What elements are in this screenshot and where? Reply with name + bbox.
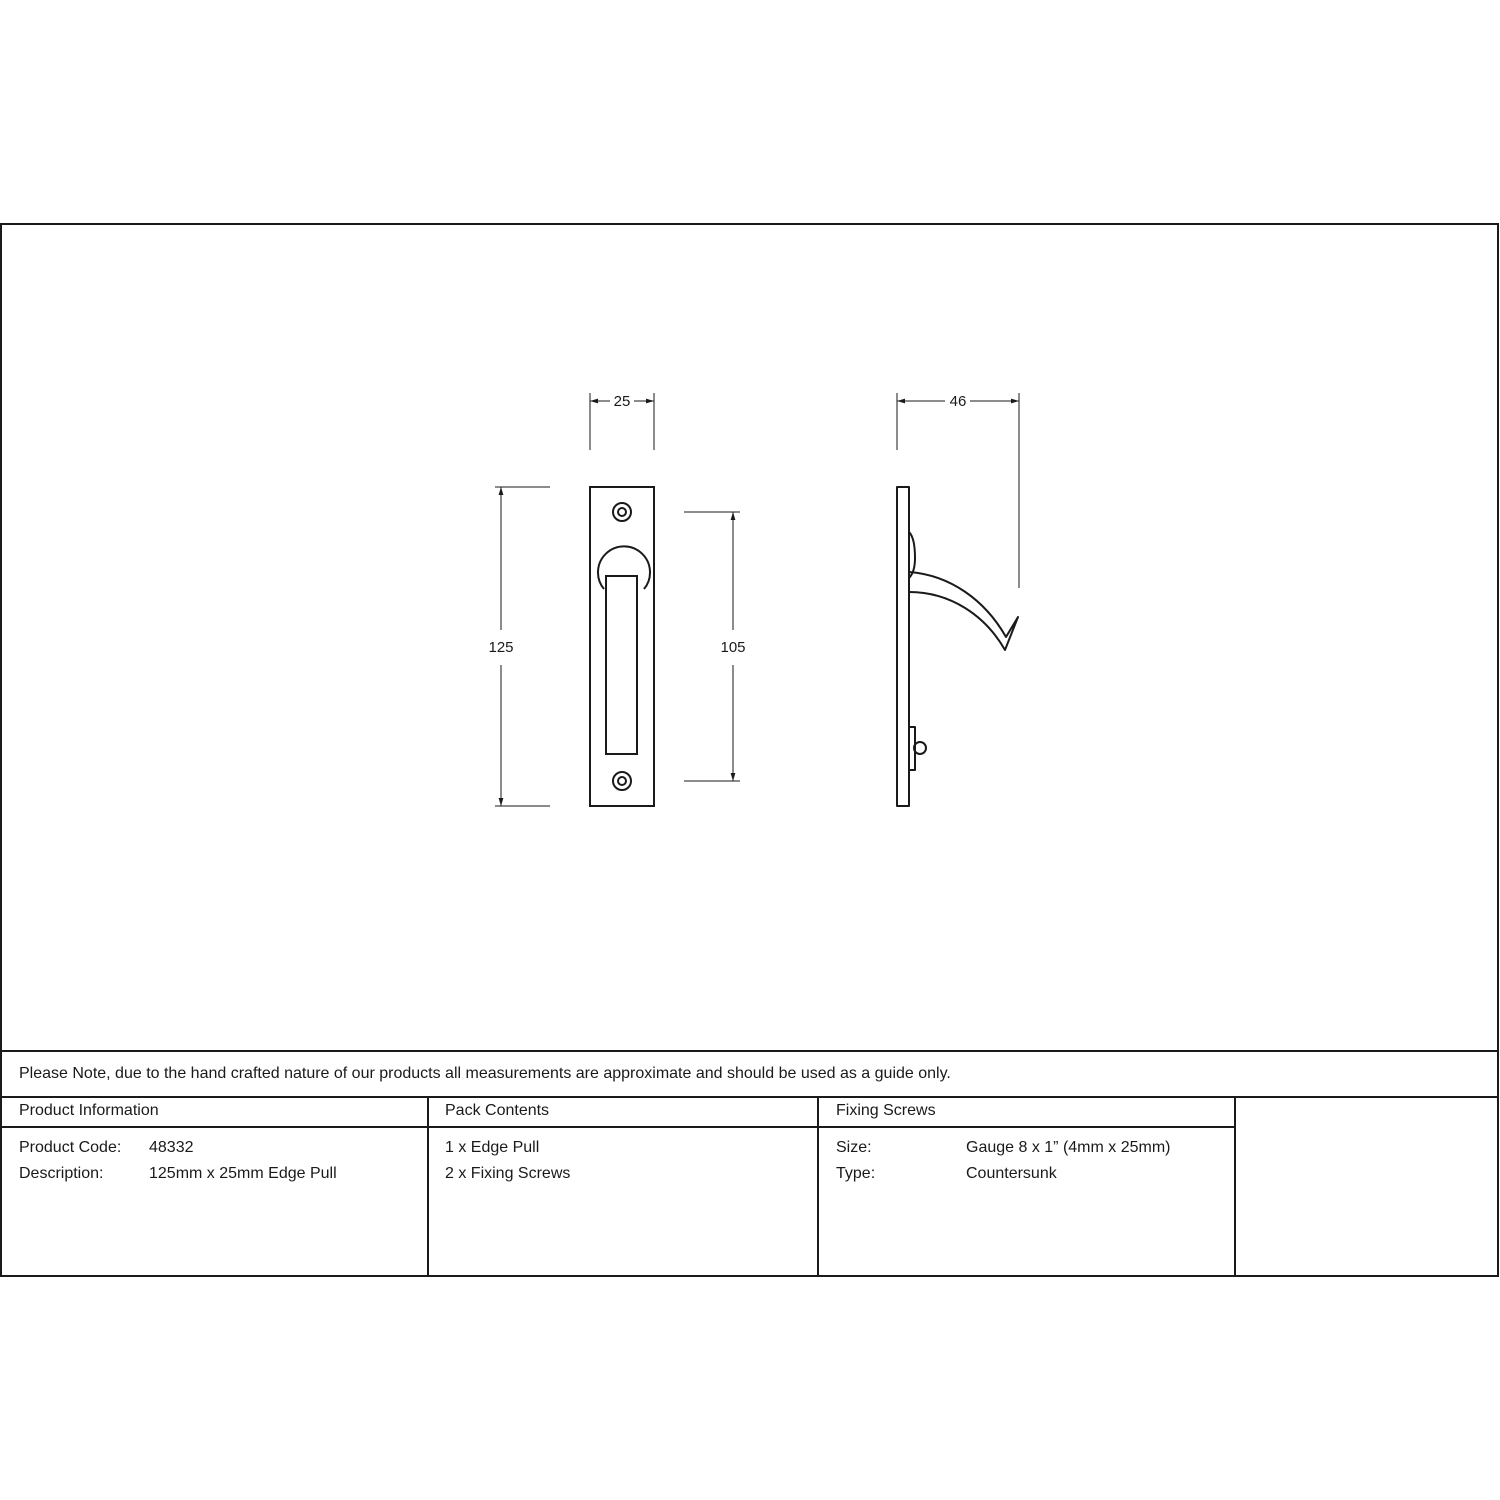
product-code-label: Product Code: — [19, 1139, 122, 1156]
pack-contents-heading: Pack Contents — [445, 1102, 550, 1119]
pull-arm — [909, 572, 1018, 650]
top-screw-hole-inner — [618, 508, 626, 516]
fixing-screws-heading: Fixing Screws — [836, 1102, 936, 1119]
drawing-frame — [1, 224, 1498, 1276]
side-view — [897, 487, 1018, 806]
description-label: Description: — [19, 1165, 104, 1182]
front-width-label: 25 — [613, 393, 631, 410]
screw-type-value: Countersunk — [966, 1165, 1057, 1182]
product-information-heading: Product Information — [19, 1102, 159, 1119]
bottom-screw-hole-inner — [618, 777, 626, 785]
pack-item: 1 x Edge Pull — [445, 1139, 540, 1156]
side-projection-label: 46 — [949, 393, 967, 410]
product-code-value: 48332 — [149, 1139, 194, 1156]
bottom-screw-hole-outer — [613, 772, 631, 790]
screw-type-label: Type: — [836, 1165, 876, 1182]
faceplate — [590, 487, 654, 806]
pull-lever — [606, 576, 637, 754]
description-value: 125mm x 25mm Edge Pull — [149, 1165, 337, 1182]
pack-item: 2 x Fixing Screws — [445, 1165, 571, 1182]
front-height-label: 125 — [488, 639, 514, 656]
front-view — [590, 487, 654, 806]
screw-centres-label: 105 — [720, 639, 746, 656]
measurement-note: Please Note, due to the hand crafted nature of our products all measurements are approximate and should be used as a guide only. — [19, 1065, 951, 1082]
screw-size-value: Gauge 8 x 1” (4mm x 25mm) — [966, 1139, 1171, 1156]
side-faceplate — [897, 487, 909, 806]
screw-size-label: Size: — [836, 1139, 872, 1156]
top-screw-hole-outer — [613, 503, 631, 521]
